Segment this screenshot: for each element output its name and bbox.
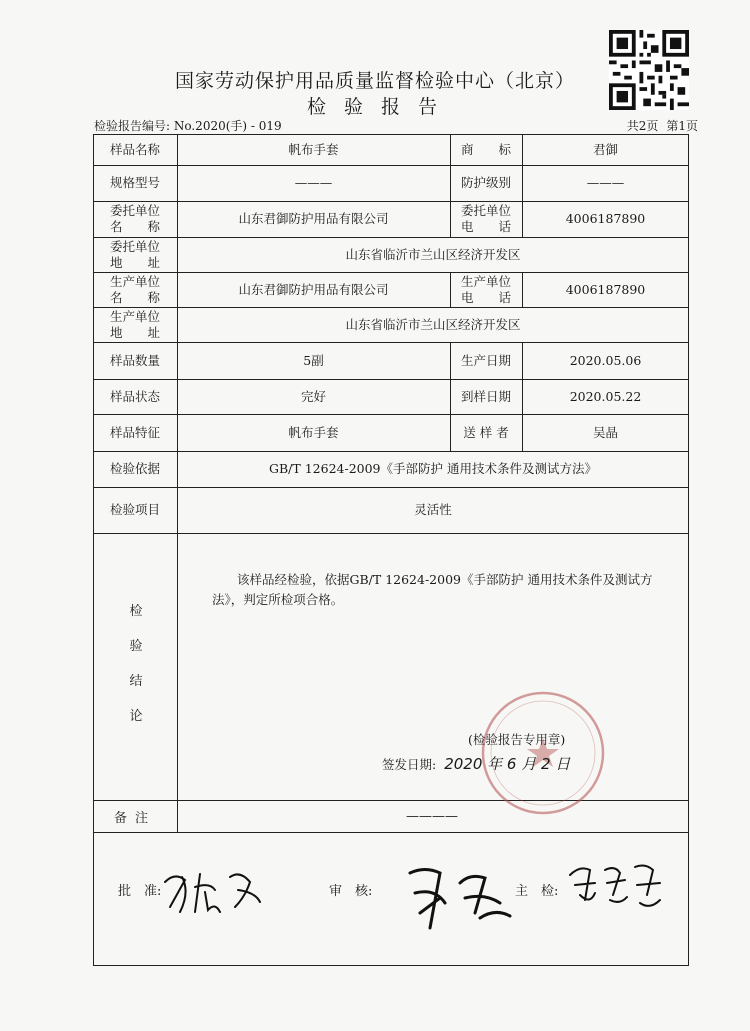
approve-signature	[160, 862, 270, 922]
conclusion-label	[126, 600, 146, 740]
label-client-address	[93, 237, 177, 272]
sign-date-label: 签发日期:	[382, 757, 437, 772]
value-client-address: 山东省临沂市兰山区经济开发区	[345, 246, 521, 262]
conclusion-text: 该样品经检验，依据GB/T 12624-2009《手部防护 通用技术条件及测试方法》，判定所检项合格。	[212, 572, 653, 607]
label-producer-phone-line2: 电 话	[460, 289, 511, 305]
value-sender: 吴晶	[592, 424, 618, 440]
report-number: 检验报告编号: No.2020(手) - 019	[94, 119, 282, 133]
label-producer-address-line1: 生产单位	[109, 308, 160, 324]
value-client-phone: 4006187890	[565, 211, 646, 226]
value-sample-state: 完好	[300, 388, 326, 404]
label-production-date: 生产日期	[460, 352, 511, 368]
value-producer-address: 山东省临沂市兰山区经济开发区	[345, 316, 521, 332]
label-client-phone-line1: 委托单位	[460, 203, 511, 218]
total-pages: 共2页	[626, 119, 659, 133]
review-label: 审 核:	[329, 884, 373, 899]
remarks-value: ————	[406, 808, 458, 824]
label-arrival-date: 到样日期	[460, 388, 511, 404]
report-title: 国家劳动保护用品质量监督检验中心（北京）	[174, 70, 575, 92]
value-basis: GB/T 12624-2009《手部防护 通用技术条件及测试方法》	[269, 461, 597, 476]
label-model: 规格型号	[109, 175, 160, 190]
value-sample-name: 帆布手套	[288, 141, 339, 157]
label-trademark: 商 标	[460, 141, 511, 157]
value-model: ———	[294, 175, 333, 190]
label-client-phone	[450, 201, 522, 237]
label-producer-name-line2: 名 称	[109, 289, 160, 305]
label-quantity: 样品数量	[109, 352, 160, 368]
value-quantity: 5副	[303, 352, 324, 368]
conclusion-char-4: 论	[129, 709, 143, 724]
label-protection-level: 防护级别	[460, 175, 511, 190]
value-producer-phone: 4006187890	[565, 281, 646, 297]
label-sample-state: 样品状态	[109, 388, 160, 404]
label-sender: 送 样 者	[463, 424, 509, 440]
label-client-name-line1: 委托单位	[109, 203, 160, 218]
label-client-address-line1: 委托单位	[109, 238, 160, 254]
sign-date	[382, 753, 570, 774]
page-number: 第1页	[666, 119, 698, 133]
value-client-name: 山东君御防护用品有限公司	[238, 211, 389, 226]
label-producer-address-line2: 地 址	[109, 324, 160, 340]
label-basis: 检验依据	[109, 461, 160, 476]
label-client-phone-line2: 电 话	[460, 219, 511, 234]
conclusion-char-2: 验	[129, 639, 143, 654]
label-sample-feature: 样品特征	[109, 424, 160, 440]
value-production-date: 2020.05.06	[569, 352, 642, 368]
label-client-name-line2: 名 称	[109, 219, 160, 234]
review-signature	[400, 858, 520, 938]
label-client-name	[93, 201, 177, 237]
label-sample-name: 样品名称	[109, 141, 160, 157]
value-sample-feature: 帆布手套	[288, 424, 339, 440]
page-info	[619, 117, 698, 134]
value-trademark: 君御	[592, 141, 618, 157]
value-producer-name: 山东君御防护用品有限公司	[238, 281, 389, 297]
approve-label: 批 准:	[118, 884, 162, 899]
label-producer-address	[93, 307, 177, 342]
value-arrival-date: 2020.05.22	[569, 388, 642, 404]
value-test-item: 灵活性	[414, 502, 452, 517]
stamp-note: (检验报告专用章)	[468, 732, 566, 747]
chief-label: 主 检:	[515, 884, 559, 899]
sign-date-value: 2020 年 6 月 2 日	[444, 755, 571, 773]
label-producer-name-line1: 生产单位	[109, 273, 160, 289]
label-client-address-line2: 地 址	[109, 254, 160, 270]
label-test-item: 检验项目	[109, 502, 160, 517]
label-producer-name	[93, 272, 177, 307]
report-subtitle: 检 验 报 告	[306, 96, 444, 118]
value-protection-level: ———	[586, 175, 625, 190]
label-producer-phone	[450, 272, 522, 307]
chief-signature	[565, 855, 665, 915]
conclusion-char-1: 检	[129, 604, 143, 619]
label-producer-phone-line1: 生产单位	[460, 273, 511, 289]
conclusion-char-3: 结	[129, 674, 143, 689]
remarks-label: 备注	[113, 810, 156, 826]
